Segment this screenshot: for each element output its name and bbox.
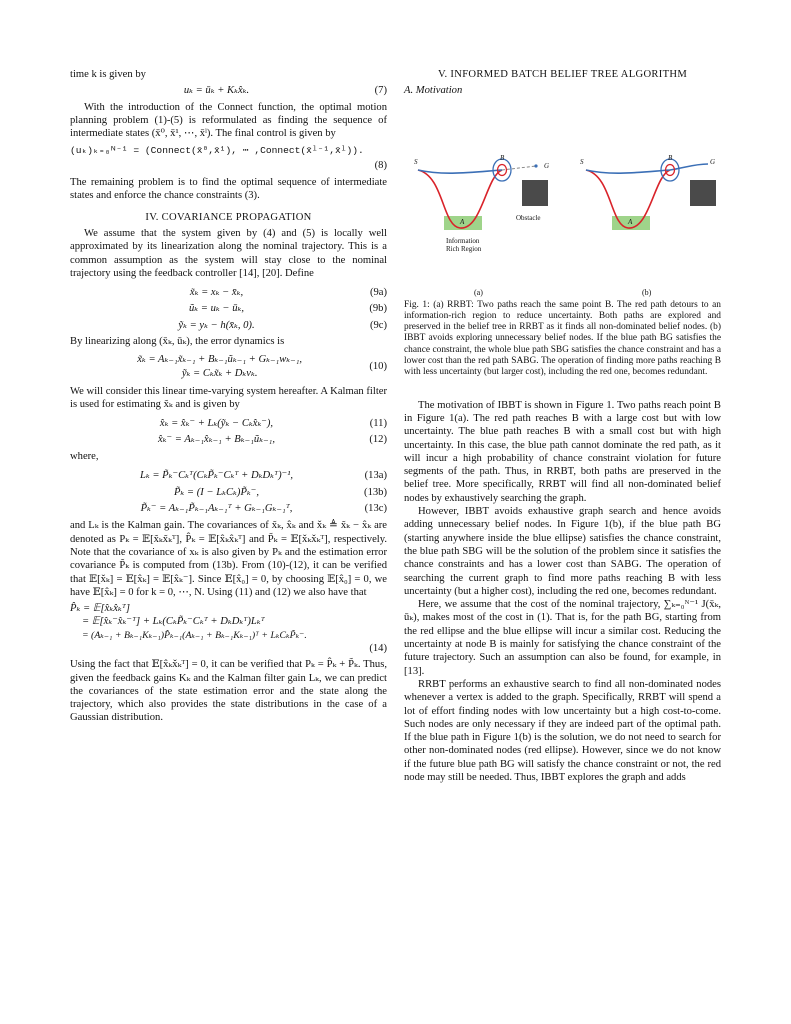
- equation-13a-math: Lₖ = P̃ₖ⁻Cₖᵀ(CₖP̃ₖ⁻Cₖᵀ + DₖDₖᵀ)⁻¹,: [139, 470, 294, 482]
- equation-14-line-3: = (Aₖ₋₁ + Bₖ₋₁Kₖ₋₁)P̂ₖ₋₁(Aₖ₋₁ + Bₖ₋₁Kₖ₋₁)ᵀ + LₖCₖP̃ₖ⁻.: [82, 629, 307, 641]
- equation-13a-number: (13a): [364, 470, 387, 482]
- paragraph-remaining: The remaining problem is to find the optimal sequence of intermediate states and enforce the chance constraints (3).: [70, 177, 387, 202]
- equation-9b: [70, 302, 387, 315]
- label-information-rich-region: Information Rich Region: [446, 236, 482, 254]
- paragraph-intro: time k is given by: [70, 69, 146, 80]
- equation-9c: [70, 319, 387, 332]
- paragraph-motivation-4: RRBT performs an exhaustive search to find all non-dominated nodes whenever a vertex is added to the graph. Specifically, RRBT will spend a lot of effort finding nodes with low uncertainty but a high cost-to-come. Such nodes are only necessary if they are indeed part of the optimal path. If the blue path in Figure 1(b) is the solution, we do not need to search for other non-dominated nodes (red ellipse). However, since we do not know if the future blue path BG will satisfy the chance constraint or not, the red node may still be needed. Thus, IBBT explores the graph and adds: [404, 678, 721, 783]
- equation-12-number: (12): [369, 433, 387, 445]
- equation-13b-math: P̃ₖ = (I − LₖCₖ)P̃ₖ⁻,: [173, 486, 260, 498]
- equation-8-number: (8): [374, 159, 387, 171]
- equation-11-number: (11): [369, 417, 387, 429]
- equation-13c: [70, 502, 387, 515]
- label-obstacle: Obstacle: [516, 213, 541, 222]
- paragraph-motivation-2: However, IBBT avoids exhaustive graph search and hence avoids adding unnecessary belief nodes. In Figure 1(b), if the blue path BG (starting anywhere inside the blue ellipse) satisfies the chance constraint, the blue path SBG will be the solution of the problem since it satisfies the chance constraints and has a lower cost than SABG. The operation of searching the current graph to find more paths reaching B with less uncertainty (but a higher cost), including the red one, becomes redundant.: [404, 506, 721, 597]
- equation-7-number: (7): [374, 85, 387, 97]
- equation-12: [70, 433, 387, 446]
- label-a-b: A: [628, 217, 633, 226]
- equation-13b: [70, 486, 387, 499]
- equation-10-line-2: ỹₖ = Cₖx̃ₖ + Dₖvₖ.: [181, 367, 258, 379]
- label-b-b: B: [668, 153, 673, 162]
- label-s-a: S: [414, 157, 418, 166]
- paragraph-linearize: By linearizing along (x̄ₖ, ūₖ), the error dynamics is: [70, 336, 285, 348]
- subcaption-b: (b): [642, 287, 652, 297]
- equation-8-math: (uₖ)ₖ₌₀ᴺ⁻¹ = (Connect(x̄⁰,x̄¹), ⋯ ,Connect(x̄ˡ⁻¹,x̄ˡ)).: [70, 145, 364, 157]
- equation-9b-math: ũₖ = uₖ − ūₖ,: [188, 303, 245, 315]
- equation-14-line-2: = 𝔼[x̂ₖ⁻x̂ₖ⁻ᵀ] + Lₖ(CₖP̃ₖ⁻Cₖᵀ + DₖDₖᵀ)Lₖᵀ: [82, 616, 265, 628]
- equation-9c-number: (9c): [369, 319, 387, 331]
- equation-13c-math: P̃ₖ⁻ = Aₖ₋₁P̃ₖ₋₁Aₖ₋₁ᵀ + Gₖ₋₁Gₖ₋₁ᵀ,: [140, 503, 293, 515]
- paragraph-using: Using the fact that 𝔼[x̂ₖx̌ₖᵀ] = 0, it can be verified that Pₖ = P̂ₖ + P̃ₖ. Thus, given the feedback gains Kₖ and the Kalman filter gain Lₖ, we can predict the covariances of the state estimation error and the state along the trajectory, which also provides the state distributions in the case of a Gaussian distribution.: [70, 659, 387, 724]
- equation-9c-math: ỹₖ = yₖ − h(x̄ₖ, 0).: [178, 319, 255, 331]
- figure-1-graphic: [404, 156, 721, 286]
- equation-9b-number: (9b): [369, 303, 387, 315]
- blue-path-b: [586, 164, 708, 173]
- equation-11-math: x̂ₖ = x̂ₖ⁻ + Lₖ(ỹₖ − Cₖx̂ₖ⁻),: [159, 417, 274, 429]
- left-column: [70, 68, 387, 725]
- equation-7-math: uₖ = ūₖ + Kₖx̂ₖ.: [183, 85, 250, 97]
- paragraph-connect: With the introduction of the Connect function, the optimal motion planning problem (1)-(5) is reformulated as finding the sequence of intermediate states (x̄⁰, x̄¹, ⋯, x̄ˡ). The final control is given by: [70, 101, 387, 140]
- equation-9a-number: (9a): [369, 287, 387, 299]
- equation-10-line-1: x̃ₖ = Aₖ₋₁x̃ₖ₋₁ + Bₖ₋₁ũₖ₋₁ + Gₖ₋₁wₖ₋₁,: [137, 354, 303, 366]
- obstacle-a: [522, 180, 548, 206]
- equation-14: [70, 602, 387, 655]
- label-b-a: B: [500, 153, 505, 162]
- equation-8: [70, 144, 387, 157]
- section-heading-v: V. INFORMED BATCH BELIEF TREE ALGORITHM: [437, 69, 688, 80]
- equation-9a: [70, 286, 387, 299]
- figure-1: [404, 153, 721, 297]
- equation-9a-math: x̃ₖ = xₖ − x̄ₖ,: [189, 287, 244, 299]
- equation-14-number: (14): [369, 642, 387, 654]
- equation-7: [70, 84, 387, 97]
- figure-panel-b: [586, 159, 716, 230]
- label-g-b: G: [710, 157, 716, 166]
- paragraph-kalman: We will consider this linear time-varying system hereafter. A Kalman filter is used for estimating x̃ₖ and is given by: [70, 385, 387, 411]
- equation-14-line-1: P̂ₖ = 𝔼[x̂ₖx̂ₖᵀ]: [70, 603, 130, 615]
- label-s-b: S: [580, 157, 584, 166]
- subcaption-a: (a): [474, 287, 483, 297]
- blue-path-a: [418, 170, 502, 173]
- paragraph-motivation-1: The motivation of IBBT is shown in Figure 1. Two paths reach point B in Figure 1(a). The red path reaches B with a large cost but with low uncertainty. The blue path reaches B with a small cost but with high uncertainty. In this case, the blue path cannot dominate the red path, as it will incur a high probability of chance constraint violation for future segments of the path. Thus, in RRBT, both paths are preserved in the belief tree. More specifically, RRBT will find all non-dominated belief nodes by exhaustively searching the graph.: [404, 399, 721, 504]
- equation-13c-number: (13c): [364, 503, 387, 515]
- equation-11: [70, 417, 387, 430]
- equation-10: [70, 353, 387, 380]
- goal-dot-a: [534, 164, 537, 167]
- paragraph-assume: We assume that the system given by (4) and (5) is locally well approximated by its linearization along the nominal trajectory. This is a common assumption as the system will stay close to the nominal trajectory using the feedback controller [14], [20]. Define: [70, 227, 387, 279]
- figure-1-caption: Fig. 1: (a) RRBT: Two paths reach the same point B. The red path detours to an information-rich region to reduce uncertainty. Both paths are explored and preserved in the belief tree in RRBT as it finds all non-dominated belief nodes. (b) IBBT avoids exploring unnecessary belief nodes. If the blue path BG satisfies the chance constraint, the whole blue path SBG satisfies the chance constraint and has a lower cost than the red path SABG. The operation of finding more paths reaching B with less uncertainty (but larger cost), including the red one, becomes redundant.: [404, 299, 721, 378]
- obstacle-b: [690, 180, 716, 206]
- section-heading-iv: IV. COVARIANCE PROPAGATION: [145, 211, 312, 223]
- label-g-a: G: [544, 161, 550, 170]
- label-a-a: A: [460, 217, 465, 226]
- right-column: [404, 68, 721, 784]
- paragraph-covariance: and Lₖ is the Kalman gain. The covariances of x̃ₖ, x̂ₖ and x̌ₖ ≜ x̃ₖ − x̂ₖ are denoted as Pₖ = 𝔼[x̃ₖx̃ₖᵀ], P̂ₖ = 𝔼[x̂ₖx̂ₖᵀ] and P̃ₖ = 𝔼[x̌ₖx̌ₖᵀ], respectively. Note that the covariance of xₖ is also given by Pₖ and the estimation error covariance P̃ₖ is computed from (13b). From (10)-(12), it can be verified that 𝔼[x̌ₖ] = 𝔼[x̂ₖ] = 𝔼[x̂ₖ⁻]. Since 𝔼[x̂₀] = 0, by choosing 𝔼[x̂₀] = 0, we have 𝔼[x̂ₖ] = 0 for k = 0, ⋯, N. Using (11) and (12) we also have that: [70, 520, 387, 598]
- equation-12-math: x̂ₖ⁻ = Aₖ₋₁x̂ₖ₋₁ + Bₖ₋₁ũₖ₋₁,: [157, 433, 275, 445]
- subsection-heading-a: A. Motivation: [404, 85, 463, 97]
- paragraph-motivation-3: Here, we assume that the cost of the nominal trajectory, ∑ₖ₌₀ᴺ⁻¹ J(x̄ₖ, ūₖ), makes most of the cost in (1). That is, for the path BG, starting from the red ellipse and the blue ellipse will incur a similar cost. Reducing the uncertainty at node B is mainly for satisfying the chance constraint of the future trajectory. Such an assumption can also be found, for example, in [13].: [404, 599, 721, 677]
- equation-13a: [70, 469, 387, 482]
- equation-13b-number: (13b): [364, 486, 387, 498]
- paragraph-where: where,: [70, 451, 99, 463]
- equation-10-number: (10): [369, 360, 387, 372]
